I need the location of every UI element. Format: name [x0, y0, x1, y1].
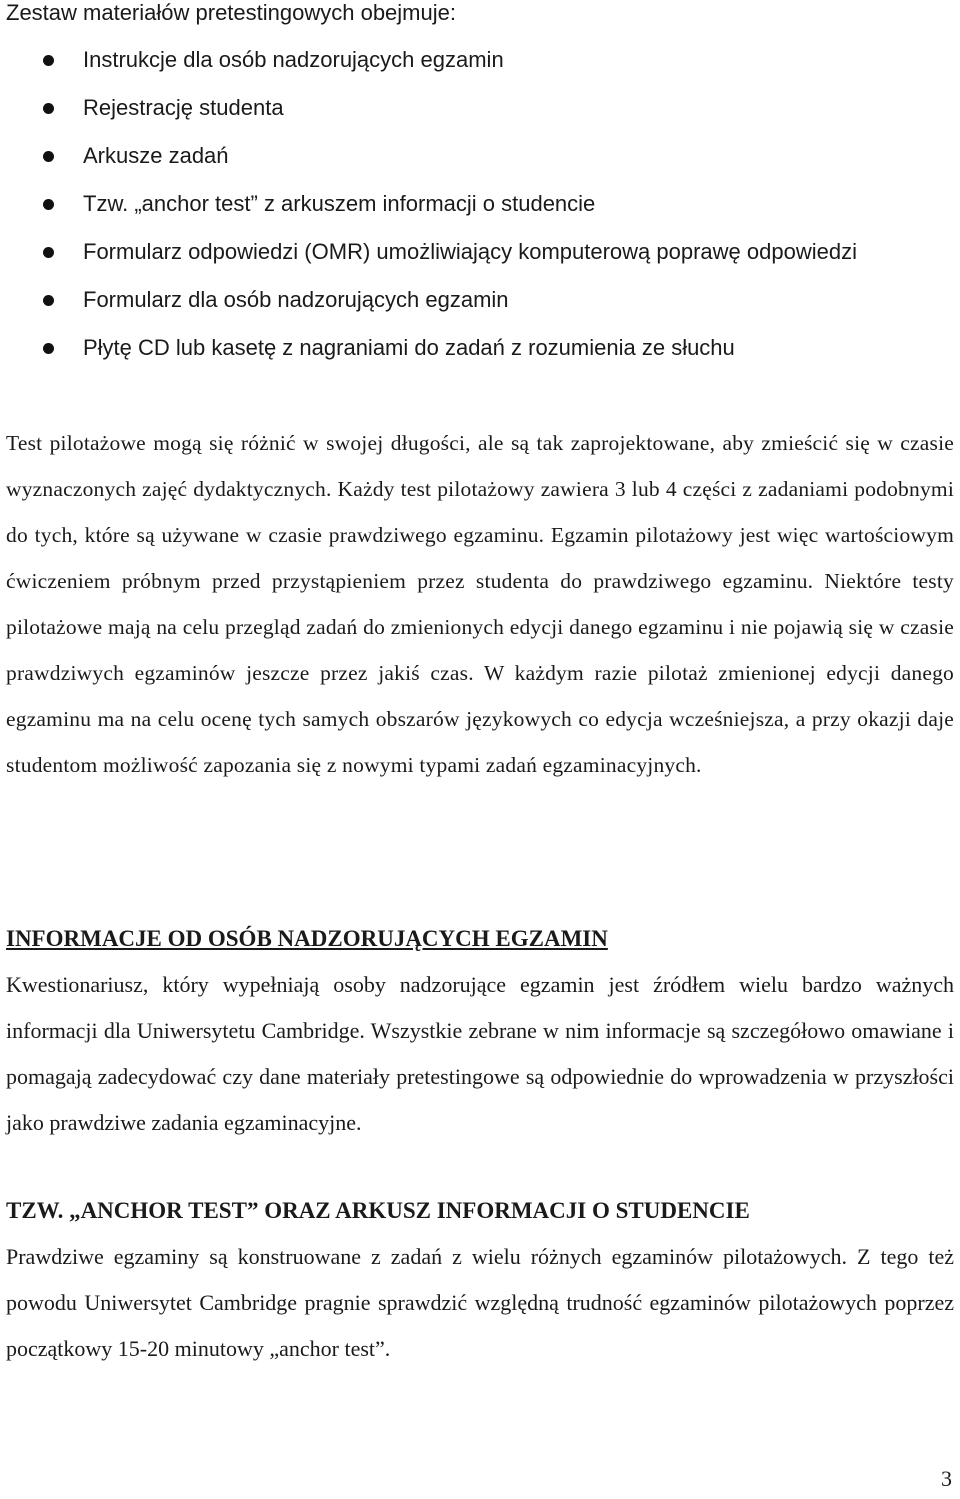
section-heading-supervisors: INFORMACJE OD OSÓB NADZORUJĄCYCH EGZAMIN: [6, 926, 608, 951]
list-item: [0, 188, 857, 236]
list-item: [0, 92, 857, 140]
materials-list: [0, 44, 857, 380]
bullet-icon: [43, 55, 54, 66]
section-heading-anchor-test: TZW. „ANCHOR TEST” ORAZ ARKUSZ INFORMACJI O STUDENCIE: [6, 1198, 750, 1223]
bullet-icon: [43, 343, 54, 354]
list-item-text: Tzw. „anchor test” z arkuszem informacji o studencie: [83, 191, 596, 216]
list-item: [0, 140, 857, 188]
bullet-icon: [43, 247, 54, 258]
list-item-text: Rejestrację studenta: [83, 95, 284, 120]
list-item-text: Formularz dla osób nadzorujących egzamin: [83, 287, 509, 312]
page-number: 3: [941, 1466, 952, 1491]
paragraph-pilot-tests: Test pilotażowe mogą się różnić w swojej długości, ale są tak zaprojektowane, aby zmieścić się w czasie wyznaczonych zajęć dydaktycznych. Każdy test pilotażowy zawiera 3 lub 4 części z zadaniami podobnymi do tych, które są używane w czasie prawdziwego egzaminu. Egzamin pilotażowy jest więc wartościowym ćwiczeniem próbnym przed przystąpieniem przez studenta do prawdziwego egzaminu. Niektóre testy pilotażowe mają na celu przegląd zadań do zmienionych edycji danego egzaminu i nie pojawią się w czasie prawdziwych egzaminów jeszcze przez jakiś czas. W każdym razie pilotaż zmienionej edycji danego egzaminu ma na celu ocenę tych samych obszarów językowych co edycja wcześniejsza, a przy okazji daje studentom możliwość zapozania się z nowymi typami zadań egzaminacyjnych.: [6, 431, 954, 777]
paragraph-questionnaire: Kwestionariusz, który wypełniają osoby nadzorujące egzamin jest źródłem wielu bardzo ważnych informacji dla Uniwersytetu Cambridge. Wszystkie zebrane w nim informacje są szczegółowo omawiane i pomagają zadecydować czy dane materiały pretestingowe są odpowiednie do wprowadzenia w przyszłości jako prawdziwe zadania egzaminacyjne.: [6, 972, 954, 1135]
list-item-text: Arkusze zadań: [83, 143, 229, 168]
bullet-icon: [43, 103, 54, 114]
list-item-text: Instrukcje dla osób nadzorujących egzamin: [83, 47, 504, 72]
list-item: [0, 332, 857, 380]
intro-text: Zestaw materiałów pretestingowych obejmuje:: [6, 0, 456, 25]
bullet-icon: [43, 199, 54, 210]
paragraph-anchor-test: Prawdziwe egzaminy są konstruowane z zadań z wielu różnych egzaminów pilotażowych. Z tego też powodu Uniwersytet Cambridge pragnie sprawdzić względną trudność egzaminów pilotażowych poprzez początkowy 15-20 minutowy „anchor test”.: [6, 1244, 954, 1361]
list-item-text: Formularz odpowiedzi (OMR) umożliwiający komputerową poprawę odpowiedzi: [83, 239, 857, 264]
bullet-icon: [43, 151, 54, 162]
list-item: [0, 44, 857, 92]
list-item: [0, 236, 857, 284]
list-item-text: Płytę CD lub kasetę z nagraniami do zadań z rozumienia ze słuchu: [83, 335, 735, 360]
bullet-icon: [43, 295, 54, 306]
list-item: [0, 284, 857, 332]
